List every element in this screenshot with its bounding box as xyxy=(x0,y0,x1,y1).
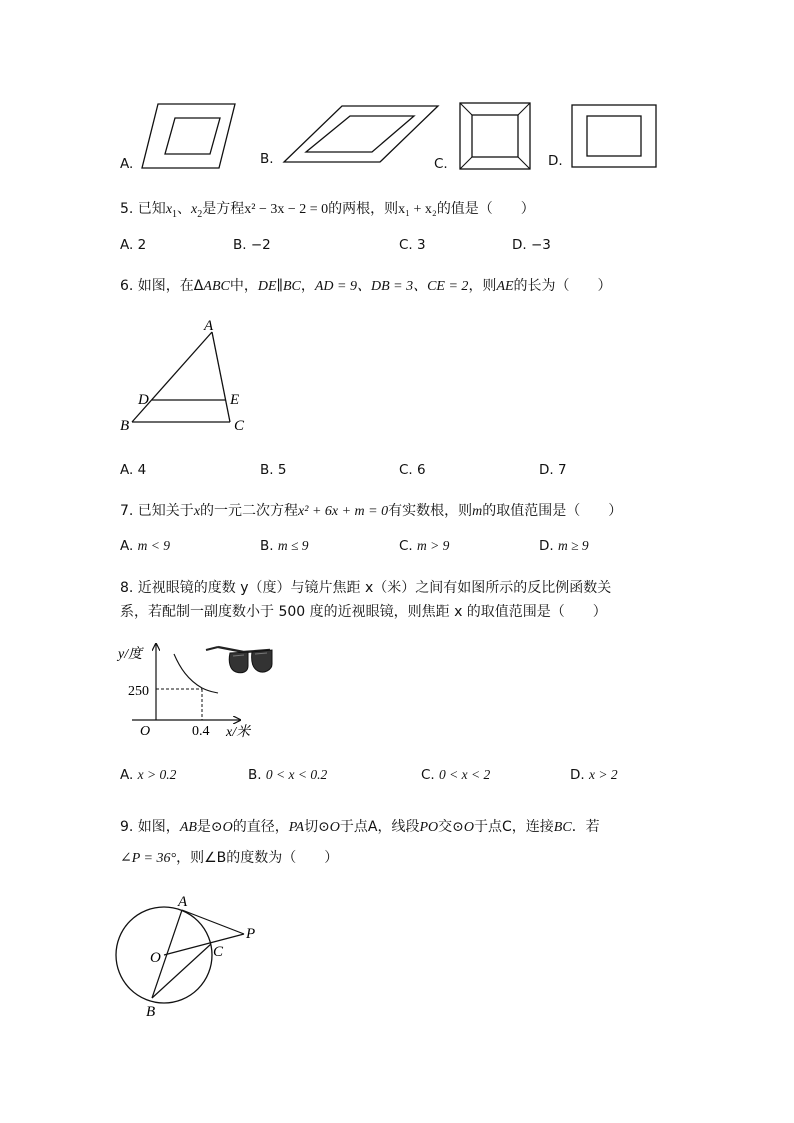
q4-figure-a xyxy=(140,100,240,172)
q6-triangle-figure xyxy=(112,312,262,437)
q6-option-a: A. 4 xyxy=(120,462,147,478)
q6-label-b: B xyxy=(120,418,130,434)
q6-option-d: D. 7 xyxy=(539,462,567,478)
q7-option-c-expr: m > 9 xyxy=(417,538,450,553)
q9-circle-o: ⊙O xyxy=(210,820,233,835)
q9-line2-post: ，则∠B的度数为（ ） xyxy=(176,850,339,866)
q4-option-b-label: B. xyxy=(260,151,274,167)
q6-label-e: E xyxy=(230,392,240,408)
q8-line1: 8. 近视眼镜的度数 y（度）与镜片焦距 x（米）之间有如图所示的反比例函数关 xyxy=(120,580,612,596)
q5-mid2: 的两根，则 xyxy=(328,201,399,217)
q6-stem-post: 的长为（ ） xyxy=(513,278,612,294)
q6-label-d: D xyxy=(138,392,149,408)
sunglasses-icon xyxy=(204,644,276,678)
q5-sum: x₁ + x₂ xyxy=(398,202,437,217)
q9-tangent: 切 xyxy=(304,819,319,835)
q7-option-b-expr: m ≤ 9 xyxy=(277,538,309,553)
q8-option-c-expr: 0 < x < 2 xyxy=(439,767,491,782)
q9-label-a: A xyxy=(178,894,188,910)
q7-m: m xyxy=(472,504,483,519)
q5-stem xyxy=(120,198,535,220)
q6-mid2: ，则 xyxy=(468,278,497,294)
q7-option-c xyxy=(399,538,449,554)
q8-x-axis-label: x/米 xyxy=(226,725,251,740)
q8-y-axis-label: y/度 xyxy=(118,647,143,662)
q7-option-b-letter: B. xyxy=(260,538,274,554)
q8-option-d-expr: x > 2 xyxy=(588,767,618,782)
q4-figure-d xyxy=(571,104,657,168)
q9-circle-o3: ⊙O xyxy=(452,820,475,835)
q5-equation: x² − 3x − 2 = 0 xyxy=(244,202,329,217)
q7-option-a xyxy=(120,538,170,554)
q7-mid: 的一元二次方程 xyxy=(200,503,299,519)
q9-is: 是 xyxy=(196,819,211,835)
q5-option-b: B. −2 xyxy=(233,237,271,253)
q5-option-c: C. 3 xyxy=(399,237,426,253)
q5-x1: x xyxy=(165,202,173,217)
q7-option-d-letter: D. xyxy=(539,538,554,554)
q6-option-b: B. 5 xyxy=(260,462,287,478)
q9-at-c: 于点C，连接 xyxy=(474,819,554,835)
q7-option-a-expr: m < 9 xyxy=(137,538,170,553)
q8-option-c xyxy=(421,767,490,783)
q6-label-a: A xyxy=(204,318,214,334)
q9-ab: AB xyxy=(179,820,197,835)
q8-line2: 系，若配制一副度数小于 500 度的近视眼镜，则焦距 x 的取值范围是（ ） xyxy=(120,604,607,620)
q6-stem-pre: 6. 如图，在Δ xyxy=(120,278,204,294)
q5-stem-pre: 5. 已知 xyxy=(120,201,166,217)
q7-mid2: 有实数根，则 xyxy=(388,503,473,519)
q7-stem-pre: 7. 已知关于 xyxy=(120,503,194,519)
q8-option-a-expr: x > 0.2 xyxy=(137,767,177,782)
q8-y-tick: 250 xyxy=(128,684,149,699)
q4-option-d-label: D. xyxy=(548,153,563,169)
q9-po: PO xyxy=(419,820,439,835)
q5-x2: x xyxy=(191,202,198,217)
q7-stem-post: 的取值范围是（ ） xyxy=(482,503,623,519)
q8-option-b xyxy=(248,767,327,783)
q5-sep: 、 xyxy=(177,201,192,217)
q7-option-a-letter: A. xyxy=(120,538,134,554)
q8-option-b-letter: B. xyxy=(248,767,262,783)
q9-line1 xyxy=(120,816,600,836)
q9-cross: 交 xyxy=(438,819,453,835)
q6-cond: DE∥BC xyxy=(257,279,301,294)
q5-option-d: D. −3 xyxy=(512,237,551,253)
q6-vals: AD = 9、DB = 3、CE = 2 xyxy=(314,279,469,294)
q5-mid: 是方程 xyxy=(202,201,245,217)
q4-option-c-label: C. xyxy=(434,156,448,172)
q7-stem xyxy=(120,500,622,520)
q9-circle-o2: ⊙O xyxy=(318,820,340,835)
q6-label-c: C xyxy=(234,418,245,434)
q8-option-d-letter: D. xyxy=(570,767,585,783)
q5-x2-sub: 2 xyxy=(197,208,203,220)
q6-comma: ， xyxy=(300,278,315,294)
q7-option-b xyxy=(260,538,309,554)
q6-option-c: C. 6 xyxy=(399,462,426,478)
q7-equation: x² + 6x + m = 0 xyxy=(298,504,389,519)
q8-x-tick: 0.4 xyxy=(192,724,210,739)
q9-circle-figure xyxy=(112,890,272,1022)
q7-option-c-letter: C. xyxy=(399,538,413,554)
q8-origin: O xyxy=(140,724,151,739)
q7-option-d xyxy=(539,538,589,554)
q9-diam: 的直径， xyxy=(232,819,289,835)
q9-label-p: P xyxy=(246,926,256,942)
q4-figure-c xyxy=(459,102,533,172)
q8-option-c-letter: C. xyxy=(421,767,435,783)
q9-ruo: ．若 xyxy=(571,819,600,835)
q6-seg: AE xyxy=(496,279,514,294)
q9-label-o: O xyxy=(150,950,161,966)
q6-stem xyxy=(120,275,612,295)
q8-option-b-expr: 0 < x < 0.2 xyxy=(265,767,328,782)
q5-option-a: A. 2 xyxy=(120,237,147,253)
q9-pa: PA xyxy=(288,820,305,835)
q8-option-a xyxy=(120,767,176,783)
q4-option-a-label: A. xyxy=(120,156,134,172)
q9-angle: ∠P = 36° xyxy=(120,851,177,866)
q5-stem-post: 的值是（ ） xyxy=(436,201,535,217)
q9-bc: BC xyxy=(553,820,572,835)
q9-at-a: 于点A，线段 xyxy=(339,819,420,835)
q6-tri: ABC xyxy=(203,279,230,294)
q7-var: x xyxy=(193,504,201,519)
q9-label-c: C xyxy=(213,944,224,960)
q8-option-d xyxy=(570,767,618,783)
q9-label-b: B xyxy=(146,1004,156,1020)
q9-line2 xyxy=(120,847,338,867)
q7-option-d-expr: m ≥ 9 xyxy=(557,538,589,553)
q4-figure-b xyxy=(282,104,442,166)
q8-option-a-letter: A. xyxy=(120,767,134,783)
q9-line1-pre: 9. 如图， xyxy=(120,819,180,835)
q5-x1-sub: 1 xyxy=(172,208,178,220)
q6-mid: 中， xyxy=(229,278,258,294)
